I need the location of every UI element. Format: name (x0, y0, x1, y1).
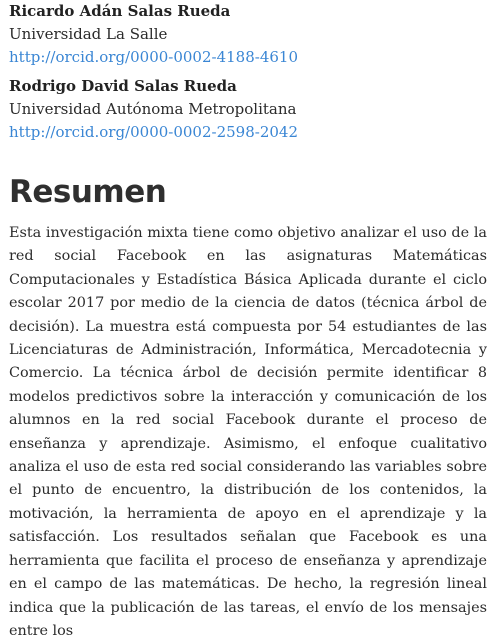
author-orcid-link[interactable]: http://orcid.org/0000-0002-4188-4610 (9, 48, 299, 66)
author-name: Ricardo Adán Salas Rueda (9, 2, 231, 20)
author-orcid-link[interactable]: http://orcid.org/0000-0002-2598-2042 (9, 123, 299, 141)
section-heading: Resumen (9, 174, 167, 210)
author-affiliation: Universidad La Salle (9, 25, 168, 43)
author-name: Rodrigo David Salas Rueda (9, 77, 237, 95)
abstract-paragraph: Esta investigación mixta tiene como objetivo analizar el uso de la red social Facebook en las asignaturas Matemáticas Computacionales y Estadística Básica Aplicada durante el ciclo escolar 2017 por medio de la ciencia de datos (técnica árbol de decisión). La muestra está compuesta por 54 estudiantes de las Licenciaturas de Administración, Informática, Mercadotecnia y Comercio. La técnica árbol de decisión permite identificar 8 modelos predictivos sobre la interacción y comunicación de los alumnos en la red social Facebook durante el proceso de enseñanza y aprendizaje. Asimismo, el enfoque cualitativo analiza el uso de esta red social considerando las variables sobre el punto de encuentro, la distribución de los contenidos, la motivación, la herramienta de apoyo en el aprendizaje y la satisfacción. Los resultados señalan que Facebook es una herramienta que facilita el proceso de enseñanza y aprendizaje en el campo de las matemáticas. De hecho, la regresión lineal indica que la publicación de las tareas, el envío de los mensajes entre los (9, 225, 487, 639)
author-affiliation: Universidad Autónoma Metropolitana (9, 100, 297, 118)
author-block-1 (9, 0, 487, 69)
paper-page (9, 0, 487, 643)
author-block-2 (9, 75, 487, 144)
